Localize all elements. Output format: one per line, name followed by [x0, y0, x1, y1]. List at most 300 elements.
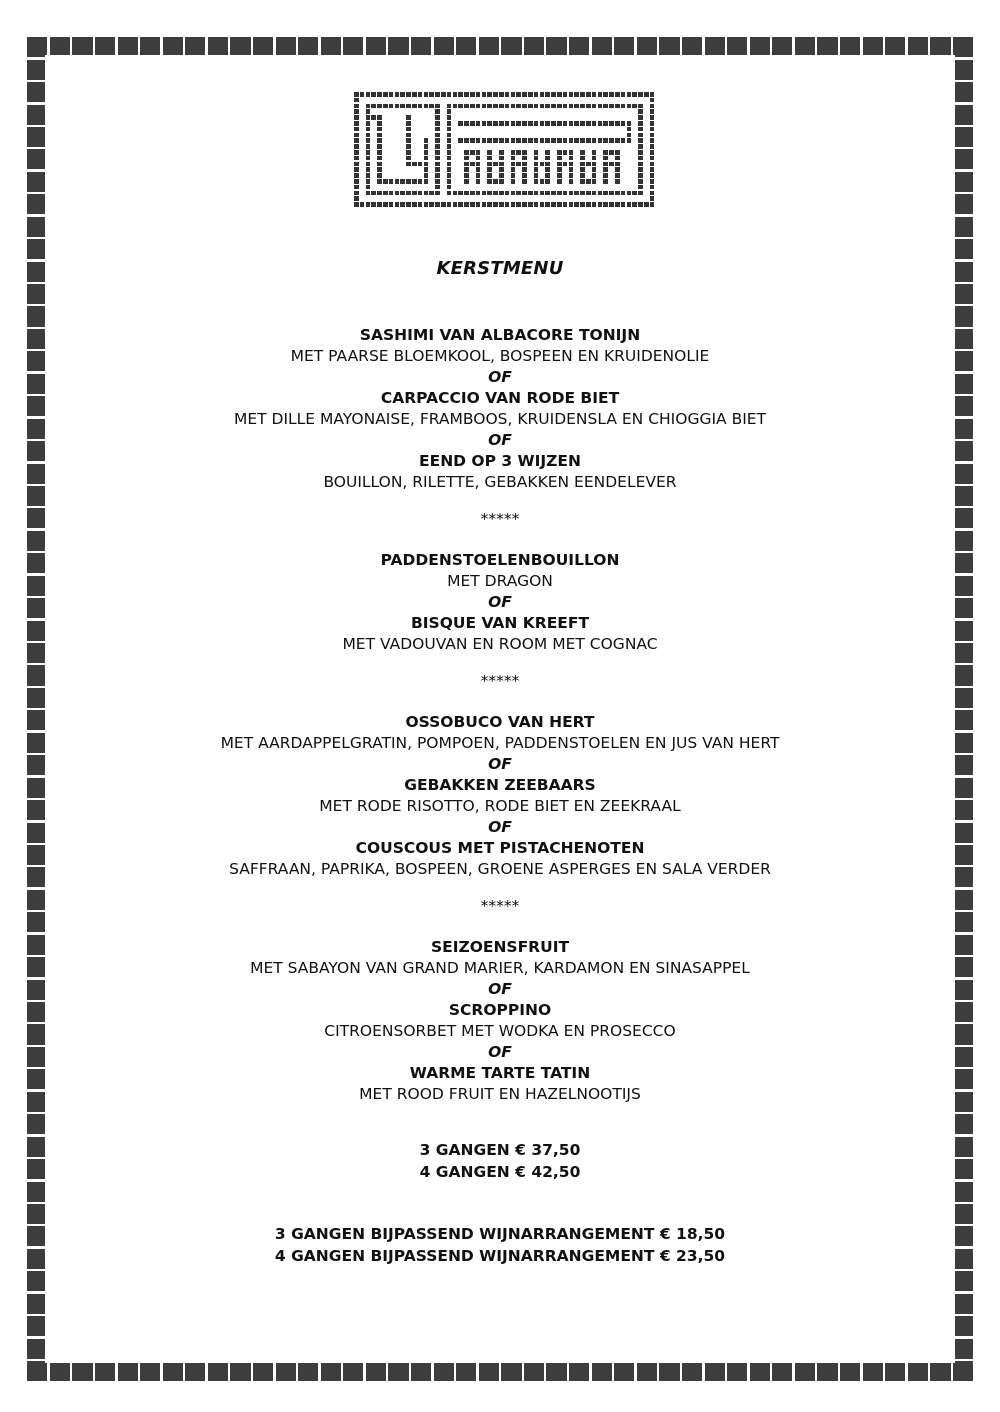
logo-tile [603, 138, 608, 143]
logo-tile [435, 144, 440, 149]
logo-tile [377, 133, 382, 138]
mosaic-border-bottom [26, 1362, 974, 1382]
logo-tile [447, 162, 452, 167]
course-desserts [0, 937, 1000, 1105]
logo-tile [638, 133, 643, 138]
logo-tile [598, 121, 603, 126]
logo-tile [592, 162, 597, 167]
logo-tile [447, 191, 452, 196]
logo-tile [435, 115, 440, 120]
logo-tile [528, 191, 533, 196]
logo-tile [383, 202, 388, 207]
logo-tile [557, 92, 562, 97]
logo-tile [638, 92, 643, 97]
logo-tile [499, 202, 504, 207]
logo-tile [458, 104, 463, 109]
logo-tile [487, 173, 492, 178]
logo-tile [366, 127, 371, 132]
logo-tile [406, 202, 411, 207]
logo-tile [627, 138, 632, 143]
logo-tile [354, 173, 359, 178]
logo-tile [435, 185, 440, 190]
logo-tile [377, 179, 382, 184]
mosaic-tile [659, 37, 679, 55]
logo-tile [650, 156, 655, 161]
logo-tile [493, 191, 498, 196]
logo-tile [615, 92, 620, 97]
logo-tile [412, 92, 417, 97]
mosaic-tile [163, 1363, 183, 1381]
logo-tile [435, 150, 440, 155]
logo-tile [383, 104, 388, 109]
logo-tile [424, 162, 429, 167]
logo-tile [470, 121, 475, 126]
logo-tile [354, 133, 359, 138]
logo-tile [476, 138, 481, 143]
logo-tile [580, 202, 585, 207]
logo-tile [638, 185, 643, 190]
logo-tile [603, 202, 608, 207]
dish-description: CITROENSORBET MET WODKA EN PROSECCO [324, 1022, 676, 1040]
logo-tile [377, 162, 382, 167]
logo-tile [366, 167, 371, 172]
logo-tile [609, 191, 614, 196]
logo-tile [499, 156, 504, 161]
mosaic-tile [705, 1363, 725, 1381]
mosaic-tile [388, 1363, 408, 1381]
logo-tile [400, 179, 405, 184]
logo-tile [534, 173, 539, 178]
logo-tile [354, 98, 359, 103]
logo-tile [569, 92, 574, 97]
logo-tile [586, 162, 591, 167]
logo-tile [476, 173, 481, 178]
logo-tile [377, 144, 382, 149]
logo-tile [377, 92, 382, 97]
logo-tile [505, 104, 510, 109]
logo-tile [447, 109, 452, 114]
logo-tile [563, 202, 568, 207]
logo-tile [650, 133, 655, 138]
logo-tile [557, 121, 562, 126]
logo-tile [406, 133, 411, 138]
mosaic-tile [955, 37, 973, 57]
logo-tile [429, 104, 434, 109]
mosaic-tile [524, 1363, 544, 1381]
mosaic-tile [434, 37, 454, 55]
logo-tile [493, 92, 498, 97]
logo-tile [627, 92, 632, 97]
logo-tile [447, 104, 452, 109]
logo-tile [470, 138, 475, 143]
mosaic-tile [434, 1363, 454, 1381]
logo-tile [615, 104, 620, 109]
logo-tile [499, 92, 504, 97]
logo-tile [580, 156, 585, 161]
mosaic-tile [95, 1363, 115, 1381]
logo-tile [435, 92, 440, 97]
mosaic-tile [955, 60, 973, 80]
logo-tile [354, 185, 359, 190]
logo-tile [638, 121, 643, 126]
logo-tile [592, 167, 597, 172]
logo-tile [406, 156, 411, 161]
kantine-logo [354, 92, 656, 210]
logo-tile [464, 92, 469, 97]
dish-name: EEND OP 3 WIJZEN [419, 452, 581, 470]
mosaic-tile [321, 37, 341, 55]
logo-tile [586, 104, 591, 109]
menu-prices [0, 1139, 1000, 1183]
mosaic-tile [955, 1339, 973, 1359]
logo-tile [354, 191, 359, 196]
logo-tile [557, 138, 562, 143]
logo-tile [435, 162, 440, 167]
logo-tile [458, 92, 463, 97]
logo-tile [499, 138, 504, 143]
mosaic-tile [955, 239, 973, 259]
logo-tile [395, 179, 400, 184]
mosaic-tile [885, 1363, 905, 1381]
mosaic-tile [456, 1363, 476, 1381]
logo-tile [371, 202, 376, 207]
mosaic-tile [955, 284, 973, 304]
logo-tile [638, 179, 643, 184]
logo-tile [377, 191, 382, 196]
logo-tile [545, 138, 550, 143]
mosaic-tile [955, 105, 973, 125]
logo-tile [458, 191, 463, 196]
logo-tile [551, 92, 556, 97]
mosaic-border-top [26, 36, 974, 56]
mosaic-tile [614, 37, 634, 55]
logo-tile [609, 162, 614, 167]
logo-tile [511, 202, 516, 207]
logo-tile [528, 92, 533, 97]
logo-tile [592, 150, 597, 155]
logo-tile [592, 104, 597, 109]
logo-tile [511, 156, 516, 161]
logo-tile [540, 179, 545, 184]
logo-tile [366, 144, 371, 149]
logo-tile [632, 191, 637, 196]
mosaic-tile [185, 1363, 205, 1381]
logo-tile [557, 179, 562, 184]
logo-tile [603, 162, 608, 167]
logo-tile [598, 191, 603, 196]
logo-tile [522, 179, 527, 184]
logo-tile [493, 202, 498, 207]
logo-tile [511, 167, 516, 172]
logo-tile [615, 150, 620, 155]
logo-tile [563, 121, 568, 126]
logo-tile [429, 202, 434, 207]
logo-tile [424, 167, 429, 172]
mosaic-tile [95, 37, 115, 55]
logo-tile [493, 162, 498, 167]
mosaic-tile [546, 1363, 566, 1381]
logo-tile [574, 191, 579, 196]
mosaic-tile [955, 127, 973, 147]
logo-tile [470, 202, 475, 207]
logo-tile [598, 202, 603, 207]
dish-name: WARME TARTE TATIN [409, 1064, 591, 1082]
mosaic-tile [682, 37, 702, 55]
logo-tile [609, 150, 614, 155]
course-mains [0, 712, 1000, 880]
logo-tile [516, 121, 521, 126]
logo-tile [650, 179, 655, 184]
mosaic-tile [479, 1363, 499, 1381]
dish-description: MET AARDAPPELGRATIN, POMPOEN, PADDENSTOELEN EN JUS VAN HERT [220, 734, 780, 752]
logo-tile [487, 179, 492, 184]
or-divider: OF [488, 593, 512, 611]
logo-tile [638, 115, 643, 120]
mosaic-tile [750, 1363, 770, 1381]
logo-tile [505, 191, 510, 196]
logo-tile [499, 191, 504, 196]
logo-tile [487, 92, 492, 97]
course-starters [0, 325, 1000, 493]
logo-tile [406, 127, 411, 132]
logo-tile [447, 92, 452, 97]
logo-tile [516, 191, 521, 196]
logo-tile [354, 196, 359, 201]
logo-tile [406, 115, 411, 120]
mosaic-tile [955, 172, 973, 192]
logo-tile [487, 162, 492, 167]
logo-tile [412, 179, 417, 184]
mosaic-tile [592, 1363, 612, 1381]
logo-tile [522, 167, 527, 172]
logo-tile [592, 191, 597, 196]
mosaic-tile [388, 37, 408, 55]
logo-tile [638, 150, 643, 155]
logo-tile [371, 92, 376, 97]
logo-tile [354, 144, 359, 149]
logo-tile [574, 121, 579, 126]
logo-tile [650, 173, 655, 178]
mosaic-tile [27, 127, 45, 147]
logo-tile [429, 191, 434, 196]
logo-tile [447, 115, 452, 120]
dish-name: GEBAKKEN ZEEBAARS [404, 776, 596, 794]
mosaic-tile [930, 37, 950, 55]
logo-tile [354, 92, 359, 97]
logo-tile [366, 191, 371, 196]
logo-tile [493, 138, 498, 143]
mosaic-tile [321, 1363, 341, 1381]
mosaic-tile [276, 1363, 296, 1381]
logo-tile [551, 121, 556, 126]
logo-tile [406, 179, 411, 184]
logo-tile [540, 202, 545, 207]
logo-tile [412, 202, 417, 207]
logo-tile [580, 138, 585, 143]
logo-tile [638, 127, 643, 132]
logo-tile [615, 167, 620, 172]
logo-tile [482, 202, 487, 207]
mosaic-tile [411, 1363, 431, 1381]
logo-tile [650, 150, 655, 155]
logo-tile [476, 150, 481, 155]
logo-tile [377, 167, 382, 172]
logo-tile [511, 150, 516, 155]
logo-tile [389, 202, 394, 207]
logo-tile [592, 179, 597, 184]
logo-tile [569, 162, 574, 167]
logo-tile [522, 104, 527, 109]
logo-tile [638, 138, 643, 143]
logo-tile [580, 191, 585, 196]
logo-tile [464, 138, 469, 143]
logo-tile [603, 173, 608, 178]
wine-prices [0, 1223, 1000, 1267]
logo-tile [615, 156, 620, 161]
logo-tile [574, 104, 579, 109]
logo-tile [389, 92, 394, 97]
logo-tile [354, 121, 359, 126]
logo-tile [650, 167, 655, 172]
mosaic-tile [546, 37, 566, 55]
logo-tile [569, 191, 574, 196]
logo-tile [383, 179, 388, 184]
logo-tile [482, 191, 487, 196]
logo-tile [545, 167, 550, 172]
logo-tile [638, 109, 643, 114]
logo-tile [406, 162, 411, 167]
logo-tile [441, 92, 446, 97]
logo-tile [487, 167, 492, 172]
logo-tile [569, 173, 574, 178]
logo-tile [569, 156, 574, 161]
mosaic-tile [343, 37, 363, 55]
logo-tile [464, 179, 469, 184]
logo-tile [627, 133, 632, 138]
dish-name: CARPACCIO VAN RODE BIET [380, 389, 620, 407]
logo-tile [400, 202, 405, 207]
logo-tile [406, 121, 411, 126]
mosaic-tile [659, 1363, 679, 1381]
logo-tile [406, 138, 411, 143]
or-divider: OF [488, 1043, 512, 1061]
logo-tile [377, 121, 382, 126]
logo-tile [557, 156, 562, 161]
mosaic-tile [27, 82, 45, 102]
mosaic-tile [366, 1363, 386, 1381]
logo-tile [424, 92, 429, 97]
logo-tile [499, 121, 504, 126]
mosaic-tile [817, 1363, 837, 1381]
mosaic-tile [955, 306, 973, 326]
logo-tile [464, 191, 469, 196]
logo-tile [499, 162, 504, 167]
mosaic-tile [930, 1363, 950, 1381]
logo-tile [650, 127, 655, 132]
logo-tile [638, 144, 643, 149]
dish-name: PADDENSTOELENBOUILLON [380, 551, 620, 569]
mosaic-tile [863, 37, 883, 55]
logo-tile [586, 202, 591, 207]
mosaic-tile [955, 1294, 973, 1314]
mosaic-tile [27, 284, 45, 304]
logo-tile [516, 150, 521, 155]
logo-tile [522, 156, 527, 161]
logo-tile [424, 179, 429, 184]
logo-tile [435, 121, 440, 126]
logo-tile [569, 179, 574, 184]
or-divider: OF [488, 368, 512, 386]
logo-tile [580, 150, 585, 155]
logo-tile [464, 167, 469, 172]
logo-tile [545, 179, 550, 184]
logo-tile [569, 202, 574, 207]
logo-tile [580, 162, 585, 167]
logo-tile [511, 162, 516, 167]
logo-tile [574, 92, 579, 97]
logo-tile [603, 191, 608, 196]
logo-tile [418, 202, 423, 207]
logo-tile [476, 92, 481, 97]
mosaic-tile [27, 1294, 45, 1314]
logo-tile [499, 104, 504, 109]
logo-tile [545, 92, 550, 97]
logo-tile [354, 127, 359, 132]
logo-tile [627, 104, 632, 109]
mosaic-tile [885, 37, 905, 55]
dish-name: BISQUE VAN KREEFT [410, 614, 590, 632]
logo-tile [499, 173, 504, 178]
logo-tile [482, 92, 487, 97]
logo-tile [621, 92, 626, 97]
mosaic-tile [343, 1363, 363, 1381]
logo-tile [528, 202, 533, 207]
logo-tile [627, 191, 632, 196]
mosaic-tile [230, 1363, 250, 1381]
logo-tile [592, 138, 597, 143]
mosaic-tile [140, 1363, 160, 1381]
logo-tile [516, 104, 521, 109]
mosaic-tile [27, 105, 45, 125]
mosaic-tile [208, 1363, 228, 1381]
logo-tile [522, 173, 527, 178]
mosaic-tile [908, 37, 928, 55]
mosaic-tile [955, 194, 973, 214]
logo-tile [435, 179, 440, 184]
logo-tile [516, 202, 521, 207]
logo-tile [354, 109, 359, 114]
logo-tile [435, 173, 440, 178]
mosaic-tile [27, 1361, 45, 1381]
logo-tile [609, 138, 614, 143]
logo-tile [586, 121, 591, 126]
price-three-courses: 3 GANGEN € 37,50 [419, 1141, 581, 1159]
logo-tile [487, 150, 492, 155]
logo-tile [435, 109, 440, 114]
logo-tile [447, 127, 452, 132]
logo-tile [499, 167, 504, 172]
logo-tile [563, 162, 568, 167]
logo-tile [540, 162, 545, 167]
logo-tile [615, 173, 620, 178]
mosaic-tile [955, 149, 973, 169]
logo-tile [574, 202, 579, 207]
logo-tile [534, 179, 539, 184]
logo-tile [592, 202, 597, 207]
logo-tile [366, 185, 371, 190]
logo-tile [447, 150, 452, 155]
logo-tile [609, 121, 614, 126]
